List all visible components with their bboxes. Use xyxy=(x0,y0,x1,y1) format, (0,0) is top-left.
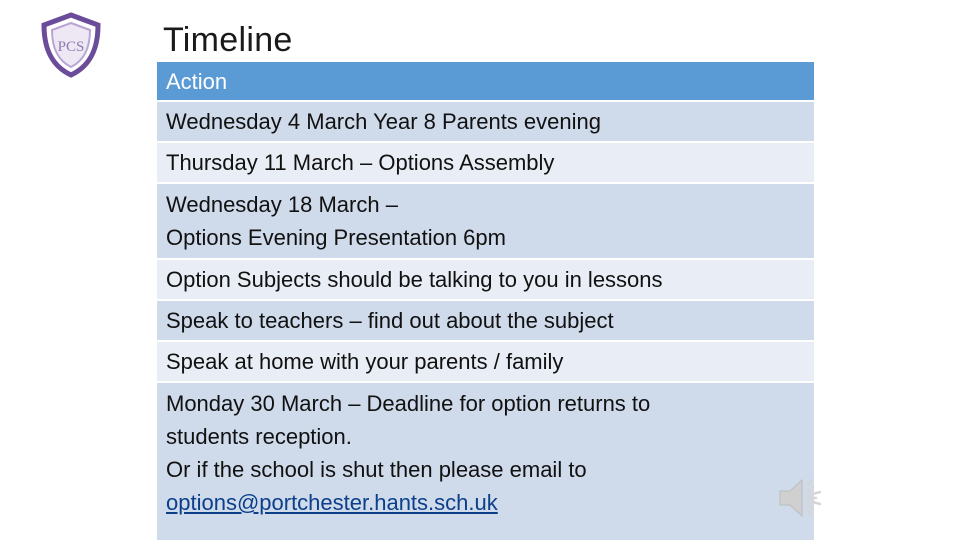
timeline-table xyxy=(157,62,814,540)
row-text: Option Subjects should be talking to you in lessons xyxy=(166,267,663,292)
school-crest-icon xyxy=(38,12,104,78)
table-row xyxy=(157,143,814,184)
table-row xyxy=(157,102,814,143)
logo-text: PCS xyxy=(57,39,85,55)
table-row xyxy=(157,260,814,301)
row-text: students reception. xyxy=(166,424,352,449)
table-row xyxy=(157,301,814,342)
speaker-icon[interactable] xyxy=(776,474,824,522)
page-title: Timeline xyxy=(163,21,293,59)
row-text: Wednesday 18 March – xyxy=(166,192,398,217)
row-text: Wednesday 4 March Year 8 Parents evening xyxy=(166,109,601,134)
row-text: Speak to teachers – find out about the subject xyxy=(166,308,614,333)
table-row xyxy=(157,383,814,540)
row-text: Monday 30 March – Deadline for option returns to xyxy=(166,391,651,416)
row-text: Speak at home with your parents / family xyxy=(166,349,564,374)
table-header: Action xyxy=(157,62,814,102)
row-text: Thursday 11 March – Options Assembly xyxy=(166,150,555,175)
row-text: Options Evening Presentation 6pm xyxy=(166,225,506,250)
row-text: Or if the school is shut then please email to xyxy=(166,457,587,482)
table-row xyxy=(157,342,814,383)
email-link[interactable]: options@portchester.hants.sch.uk xyxy=(166,490,498,515)
table-row xyxy=(157,184,814,260)
